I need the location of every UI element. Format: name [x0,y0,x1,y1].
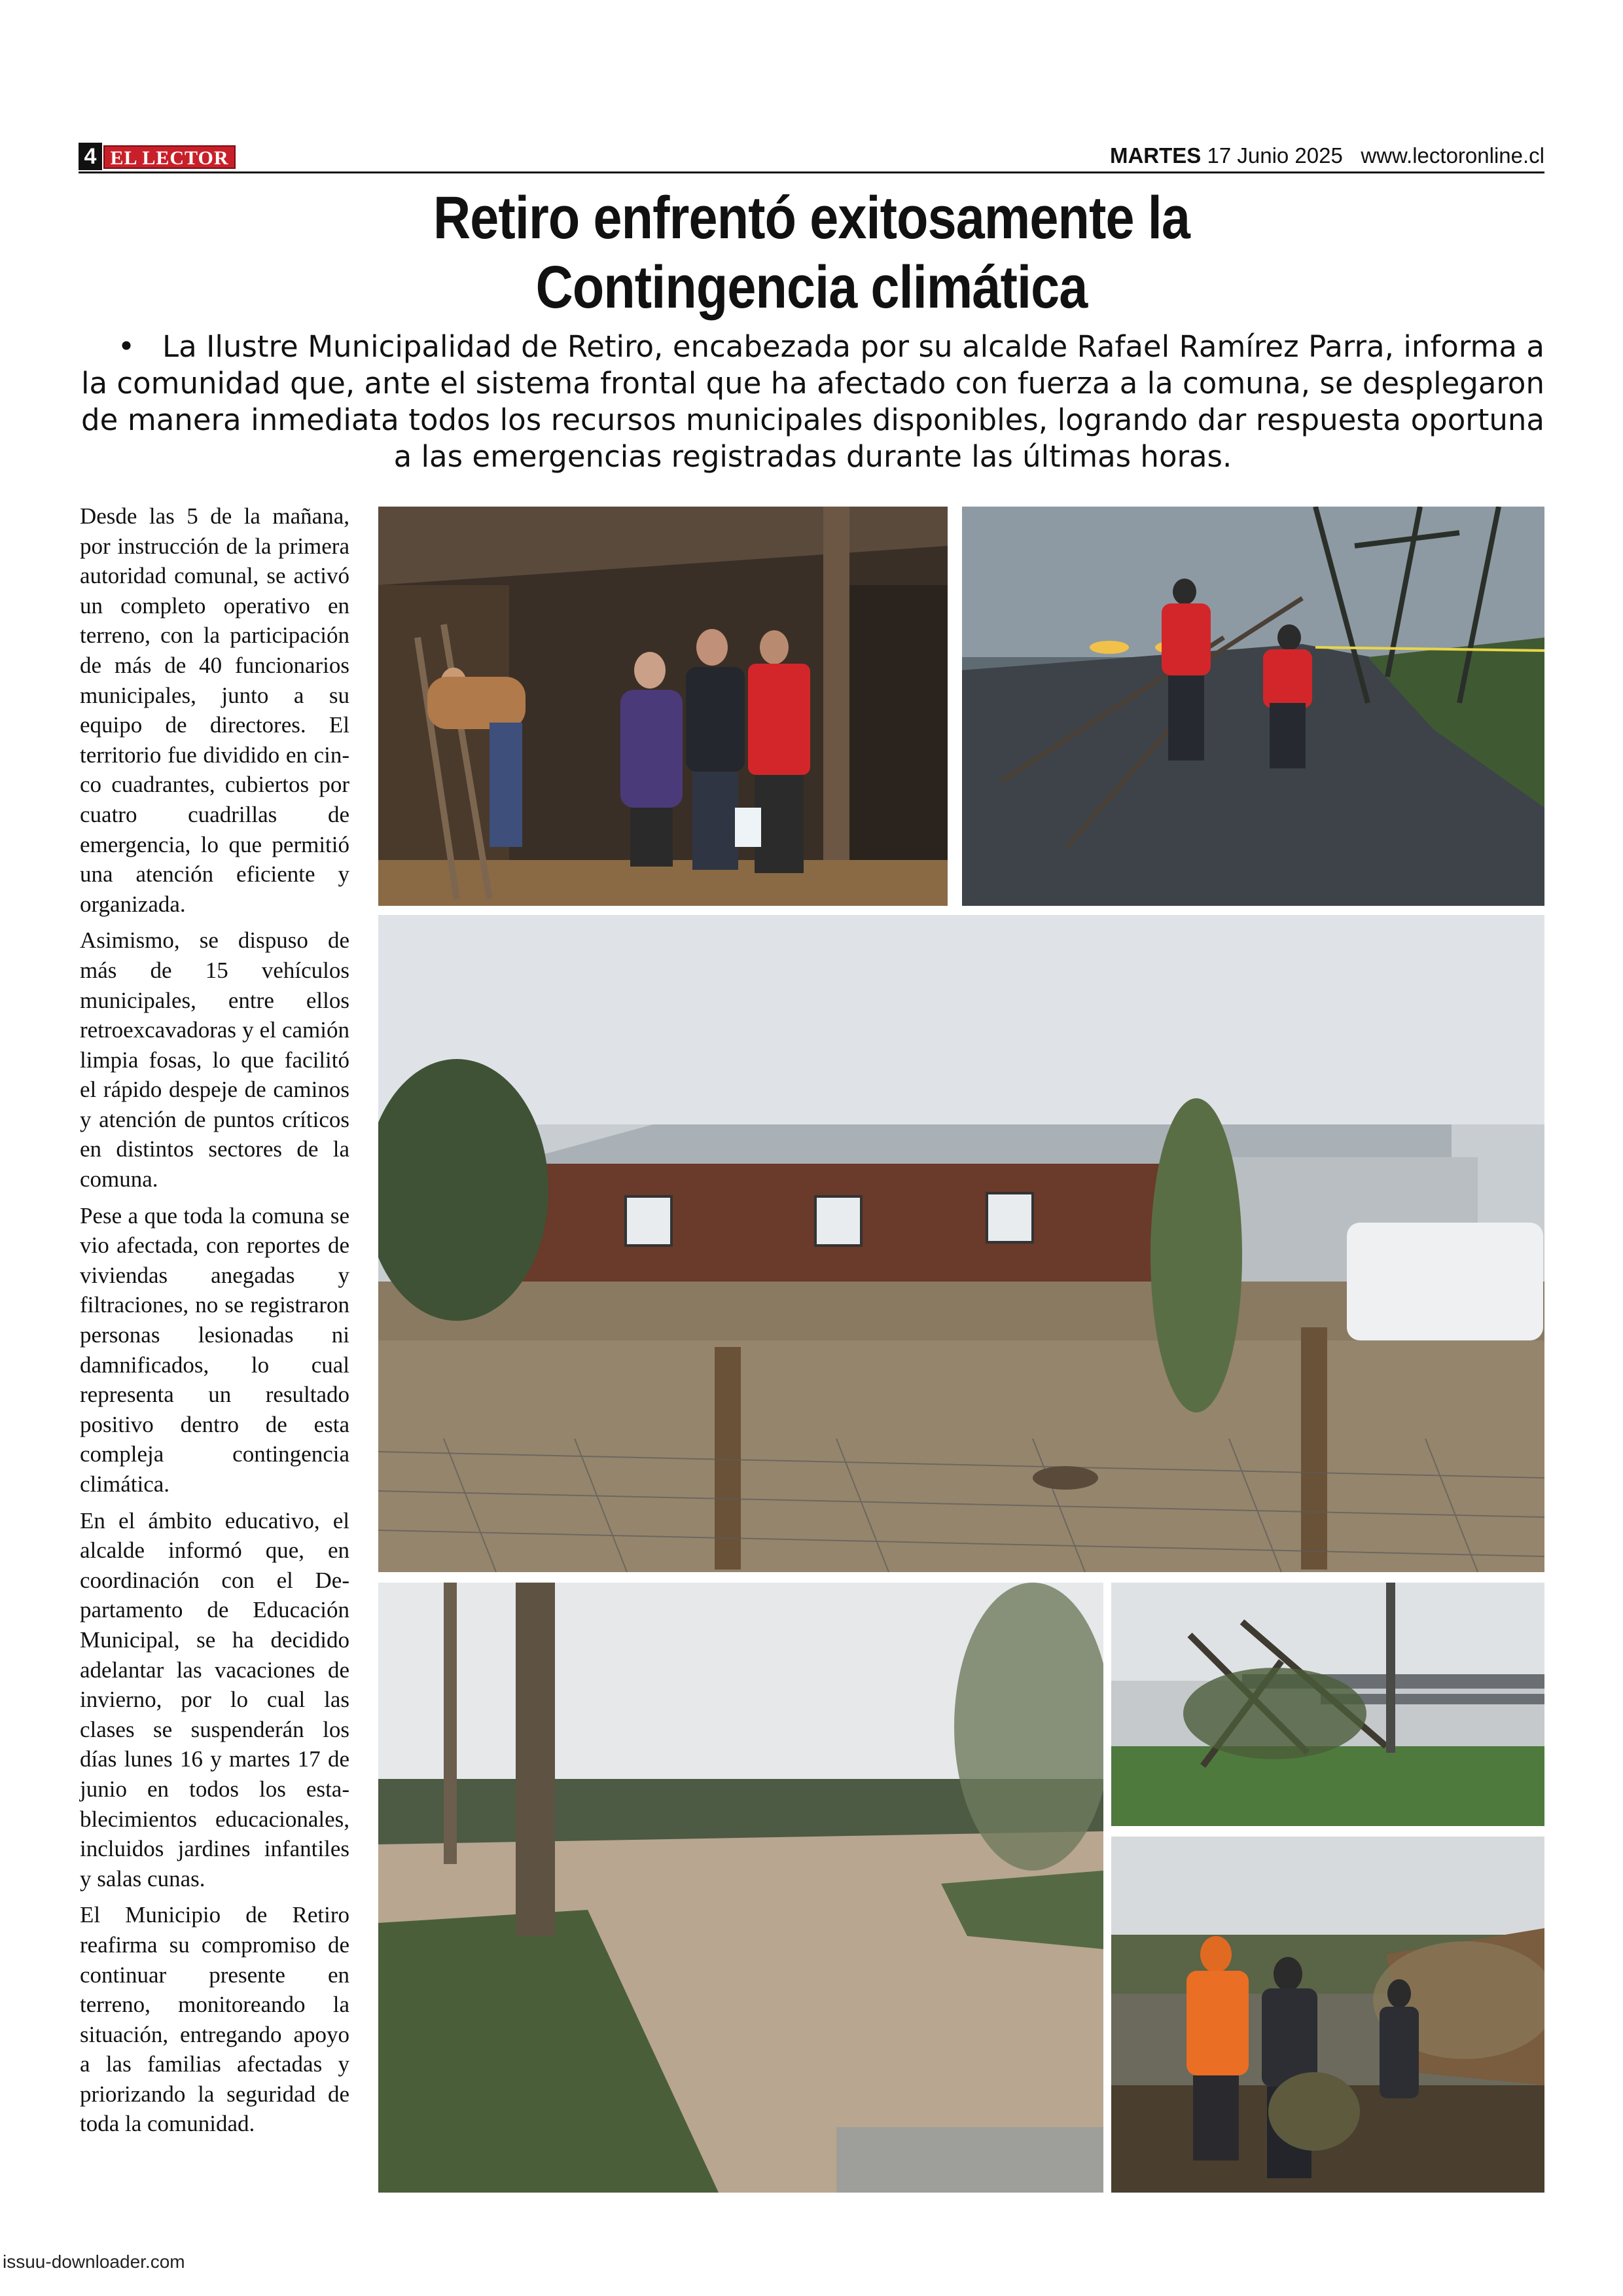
header-website: www.lectoronline.cl [1361,143,1544,168]
headline-line-1: Retiro enfrentó exitosamente la [433,185,1190,251]
footer-credit: issuu-downloader.com [3,2251,185,2272]
lead-bullet: • [117,329,135,364]
header-day: MARTES [1109,143,1202,168]
photo-firefighters-trees [1111,1837,1544,2193]
body-paragraph: Desde las 5 de la mañana, por instrucción de la primera autoridad comunal, se activó un completo operativo en terreno, con la participación de más de 40 funcionarios municipales, junto a su equipo de directores. El territorio fue dividido en cinco cuadrantes, cubiertos por cuatro cuadrillas de emergencia, lo que permitió una atención eficiente y organizada. [80,503,349,917]
photo-road-tree-clearing [962,507,1544,906]
photo-flooded-building [378,915,1544,1572]
body-paragraph: Pese a que toda la comuna se vio afectada, con reportes de viviendas anegadas y filtraciones, no se registraron personas lesionadas ni damnificados, lo cual representa un resultado positivo dentro de esta compleja contingencia climática. [80,1202,349,1497]
headline-line-2: Contingencia climática [535,254,1088,321]
body-paragraph: En el ámbito educativo, el alcalde informó que, en coordinación con el Departamento de Educación Municipal, se ha decidido adelantar las vacaciones de invierno, por lo cual las clases se suspenderán los días lunes 16 y martes 17 de junio en todos los establecimientos educacionales, incluidos jardines infantiles y salas cunas. [80,1507,349,1892]
header-date: 17 Junio 2025 [1207,143,1343,168]
body-paragraph: Asimismo, se dispuso de más de 15 vehículos municipales, entre ellos retroexcavadoras y el camión limpia fosas, lo que facilitó el rápido despeje de caminos y atención de puntos críticos en distintos sectores de la comuna. [80,927,349,1193]
header-dateline [1110,141,1544,170]
photo-flooded-street [378,1583,1103,2193]
photo-shed-visit [378,507,948,906]
article-body [80,501,349,2145]
article-lead [81,329,1544,475]
body-paragraph: El Municipio de Retiro reafirma su compromiso de continuar presente en terreno, monitoreando la situación, entregando apoyo a las familias afectadas y priorizando la seguridad de toda la comunidad. [80,1902,349,2137]
newspaper-logo: EL LECTOR [103,145,236,169]
lead-text: La Ilustre Municipalidad de Retiro, encabezada por su alcalde Rafael Ramírez Parra, informa a la comunidad que, ante el sistema frontal que ha afectado con fuerza a la comuna, se desplegaron de manera inmediata todos los recursos municipales disponibles, logrando dar respuesta oportuna a las emergencias registradas durante las últimas horas. [81,329,1544,474]
page-number: 4 [79,143,102,170]
article-headline [226,183,1397,322]
header-rule [79,171,1544,173]
photo-fallen-tree-bridge [1111,1583,1544,1826]
